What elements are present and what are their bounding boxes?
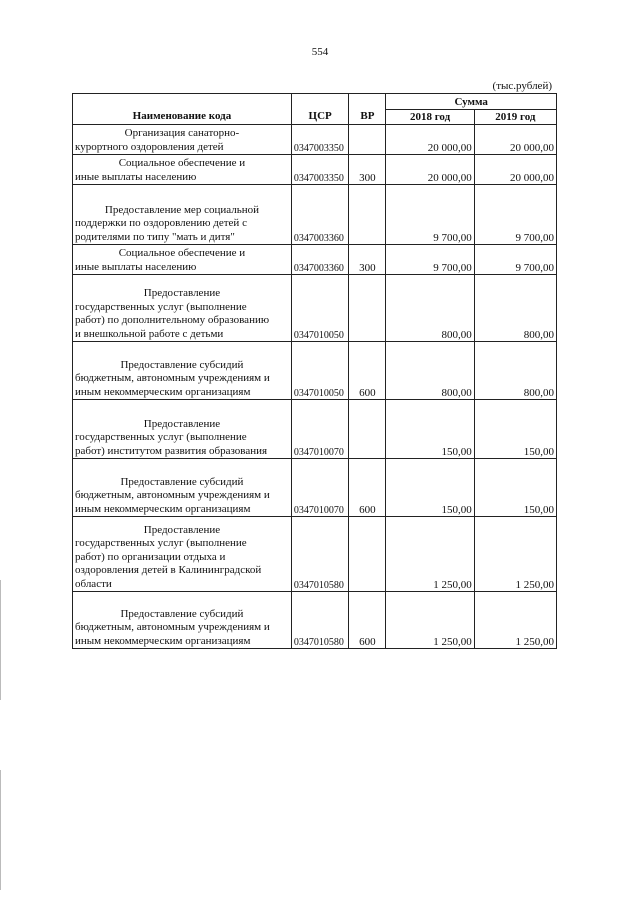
row-csr-code: 0347003360 <box>291 245 349 275</box>
header-sum: Сумма <box>386 94 557 110</box>
table-row <box>73 275 557 342</box>
row-name <box>73 459 292 517</box>
row-name <box>73 592 292 649</box>
row-name-line: Предоставление <box>143 287 221 300</box>
row-sum-2018: 1 250,00 <box>386 517 474 592</box>
row-name-line: области <box>75 577 112 590</box>
row-name-line: Социальное обеспечение и <box>118 157 246 170</box>
table-row <box>73 125 557 155</box>
row-name-line: бюджетным, автономным учреждениям и <box>75 621 270 634</box>
row-name-line: Организация санаторно- <box>124 127 240 140</box>
row-name <box>73 245 292 275</box>
row-name <box>73 275 292 342</box>
row-vr-code <box>349 185 386 245</box>
row-sum-2019: 150,00 <box>474 400 556 459</box>
table-row <box>73 342 557 400</box>
row-name-line: работ) институтом развития образования <box>75 444 268 457</box>
header-csr: ЦСР <box>291 94 349 125</box>
row-name <box>73 185 292 245</box>
row-csr-code: 0347003350 <box>291 155 349 185</box>
row-name <box>73 517 292 592</box>
row-name-line: Предоставление <box>143 417 221 430</box>
row-sum-2019: 800,00 <box>474 342 556 400</box>
budget-table <box>72 93 557 649</box>
row-name-line: государственных услуг (выполнение <box>75 537 247 550</box>
table-row <box>73 517 557 592</box>
table-row <box>73 459 557 517</box>
header-name: Наименование кода <box>73 94 292 125</box>
row-csr-code: 0347010070 <box>291 400 349 459</box>
row-sum-2018: 9 700,00 <box>386 185 474 245</box>
row-name-line: и внешкольной работе с детьми <box>75 327 224 340</box>
row-name-line: Предоставление субсидий <box>120 358 244 371</box>
header-year-2018: 2018 год <box>386 110 474 125</box>
row-sum-2018: 800,00 <box>386 275 474 342</box>
row-name <box>73 155 292 185</box>
row-name-line: поддержки по оздоровлению детей с <box>75 217 247 230</box>
row-sum-2018: 9 700,00 <box>386 245 474 275</box>
row-csr-code: 0347010050 <box>291 275 349 342</box>
units-label: (тыс.рублей) <box>492 80 552 92</box>
table-row <box>73 155 557 185</box>
row-sum-2018: 1 250,00 <box>386 592 474 649</box>
row-csr-code: 0347010580 <box>291 517 349 592</box>
row-name-line: государственных услуг (выполнение <box>75 300 247 313</box>
row-vr-code <box>349 400 386 459</box>
row-csr-code: 0347003360 <box>291 185 349 245</box>
row-csr-code: 0347010070 <box>291 459 349 517</box>
table-row <box>73 400 557 459</box>
row-vr-code <box>349 517 386 592</box>
row-sum-2018: 20 000,00 <box>386 155 474 185</box>
row-csr-code: 0347010580 <box>291 592 349 649</box>
row-sum-2018: 800,00 <box>386 342 474 400</box>
row-sum-2018: 150,00 <box>386 400 474 459</box>
row-name-line: Предоставление <box>143 523 221 536</box>
row-vr-code: 300 <box>349 155 386 185</box>
table-body <box>73 125 557 649</box>
page-number: 554 <box>311 46 329 58</box>
row-sum-2019: 1 250,00 <box>474 592 556 649</box>
row-csr-code: 0347010050 <box>291 342 349 400</box>
row-vr-code: 600 <box>349 342 386 400</box>
header-vr: ВР <box>349 94 386 125</box>
row-sum-2018: 20 000,00 <box>386 125 474 155</box>
row-name <box>73 125 292 155</box>
row-name-line: государственных услуг (выполнение <box>75 431 247 444</box>
row-sum-2019: 800,00 <box>474 275 556 342</box>
table-row <box>73 245 557 275</box>
table-row <box>73 185 557 245</box>
row-name-line: оздоровления детей в Калининградской <box>75 564 262 577</box>
row-sum-2018: 150,00 <box>386 459 474 517</box>
row-name-line: родителями по типу "мать и дитя" <box>75 230 235 243</box>
row-name <box>73 342 292 400</box>
table-row <box>73 592 557 649</box>
row-name-line: Предоставление мер социальной <box>104 203 259 216</box>
row-name-line: работ) по дополнительному образованию <box>75 314 270 327</box>
row-sum-2019: 150,00 <box>474 459 556 517</box>
header-year-2019: 2019 год <box>474 110 556 125</box>
row-vr-code <box>349 125 386 155</box>
row-name <box>73 400 292 459</box>
scan-edge-mark <box>0 580 1 700</box>
row-vr-code: 600 <box>349 459 386 517</box>
row-name-line: курортного оздоровления детей <box>75 140 224 153</box>
row-sum-2019: 1 250,00 <box>474 517 556 592</box>
scan-edge-mark <box>0 770 1 890</box>
row-vr-code: 600 <box>349 592 386 649</box>
row-name-line: иные выплаты населению <box>75 260 197 273</box>
row-name-line: Социальное обеспечение и <box>118 247 246 260</box>
row-name-line: иным некоммерческим организациям <box>75 385 251 398</box>
row-vr-code <box>349 275 386 342</box>
row-name-line: бюджетным, автономным учреждениям и <box>75 489 270 502</box>
row-name-line: иным некоммерческим организациям <box>75 634 251 647</box>
row-name-line: работ) по организации отдыха и <box>75 550 226 563</box>
row-sum-2019: 9 700,00 <box>474 245 556 275</box>
row-name-line: иным некоммерческим организациям <box>75 502 251 515</box>
row-csr-code: 0347003350 <box>291 125 349 155</box>
row-name-line: Предоставление субсидий <box>120 475 244 488</box>
row-sum-2019: 20 000,00 <box>474 125 556 155</box>
row-sum-2019: 20 000,00 <box>474 155 556 185</box>
row-vr-code: 300 <box>349 245 386 275</box>
row-name-line: бюджетным, автономным учреждениям и <box>75 372 270 385</box>
row-sum-2019: 9 700,00 <box>474 185 556 245</box>
row-name-line: иные выплаты населению <box>75 170 197 183</box>
row-name-line: Предоставление субсидий <box>120 607 244 620</box>
